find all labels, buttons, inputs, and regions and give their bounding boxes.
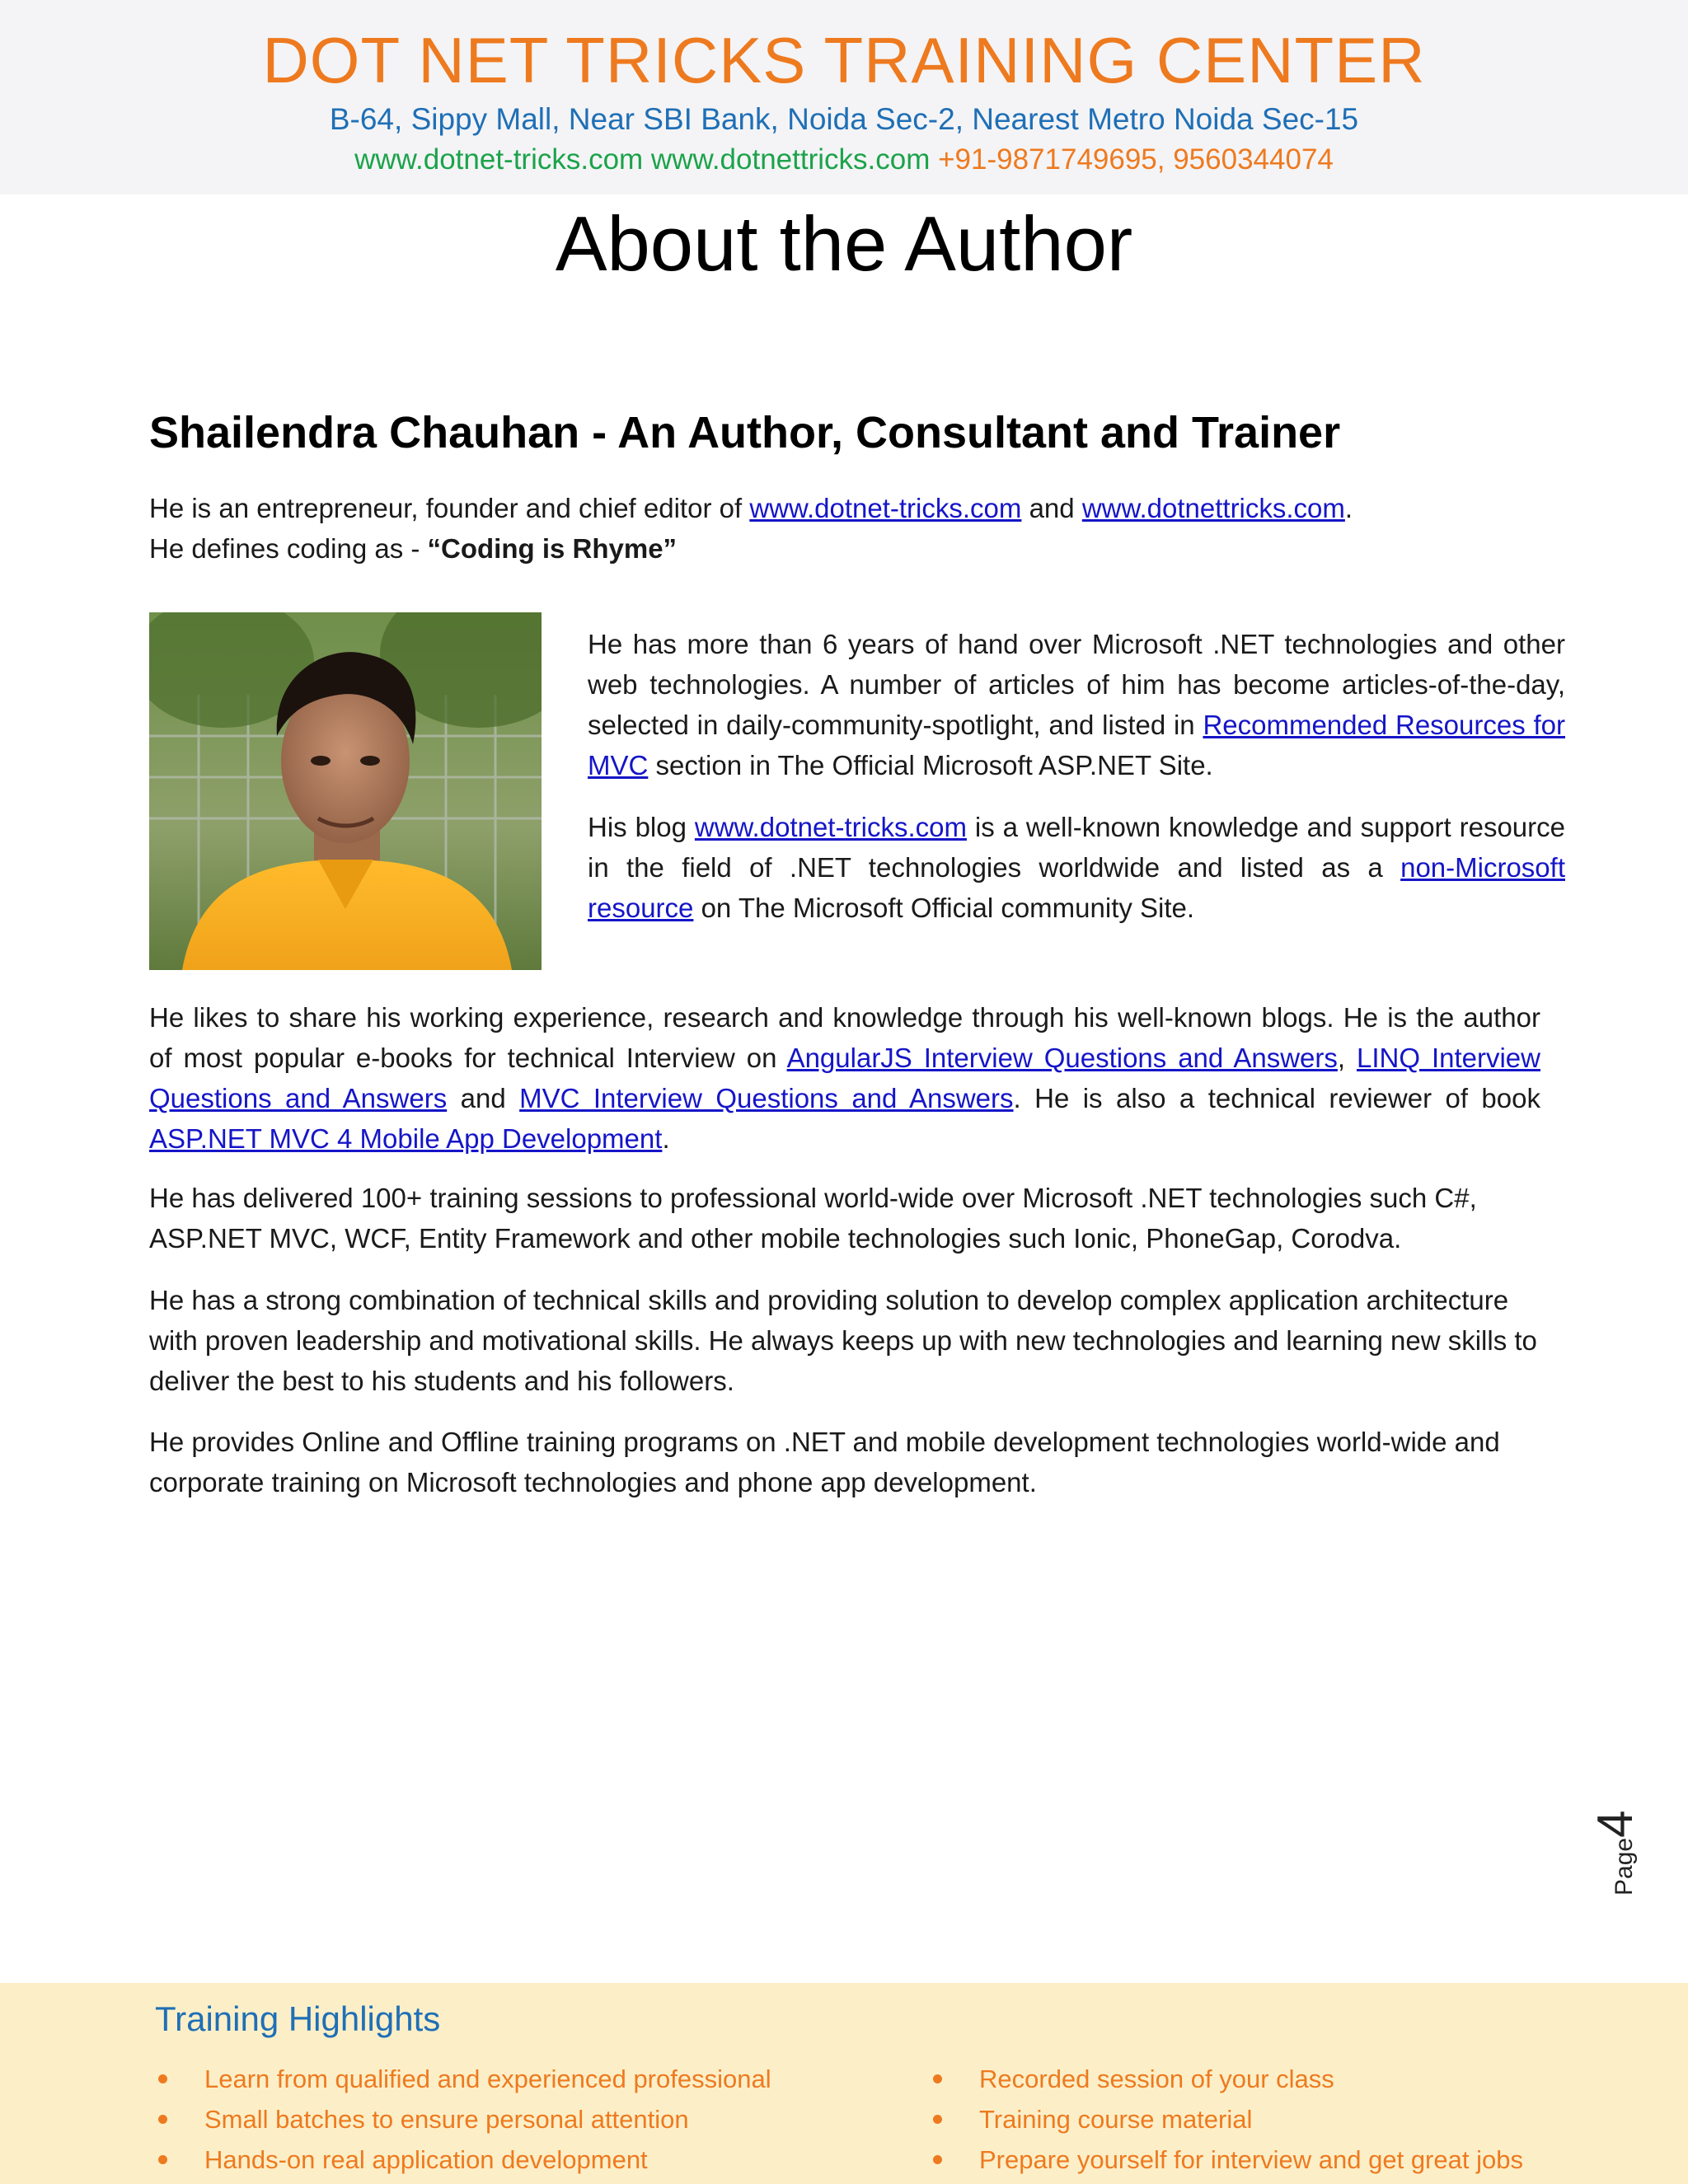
author-heading: Shailendra Chauhan - An Author, Consultant and Trainer [149, 408, 1341, 457]
list-item: Training course material [930, 2099, 1523, 2139]
non-microsoft-resource-link[interactable]: non-Microsoft resource [588, 852, 1565, 923]
mvc4-mobile-book-link[interactable]: ASP.NET MVC 4 Mobile App Development [149, 1123, 663, 1154]
linq-interview-link[interactable]: LINQ Interview Questions and Answers [149, 1043, 1540, 1113]
intro-paragraph: He is an entrepreneur, founder and chief editor of www.dotnet-tricks.com and www.dotnettricks.com. He defines coding as - “Coding is Rhyme” [149, 493, 1353, 564]
training-highlights-footer [0, 1983, 1688, 2184]
coding-motto: “Coding is Rhyme” [427, 533, 678, 564]
skills-paragraph: He has a strong combination of technical skills and providing solution to develop complex application architecture with proven leadership and motivational skills. He always keeps up with new technologies and learning new skills to deliver the best to his students and his followers. [149, 1285, 1537, 1396]
author-photo [149, 612, 542, 970]
mvc-interview-link[interactable]: MVC Interview Questions and Answers [519, 1083, 1014, 1113]
bullet-icon [933, 2115, 942, 2124]
list-item: Hands-on real application development [155, 2139, 771, 2180]
list-item: Recorded session of your class [930, 2059, 1523, 2099]
bullet-icon [158, 2155, 167, 2164]
bullet-icon [158, 2115, 167, 2124]
angularjs-interview-link[interactable]: AngularJS Interview Questions and Answers [786, 1043, 1338, 1073]
recommended-resources-link[interactable]: Recommended Resources for MVC [588, 710, 1565, 780]
experience-paragraph: He has more than 6 years of hand over Microsoft .NET technologies and other web technologies. A number of articles of him has become articles-of-the-day, selected in daily-community-spotlight, and listed in Recommended Resources for MVC section in The Official Microsoft ASP.NET Site. [588, 629, 1565, 780]
phone-numbers: +91-9871749695, 9560344074 [938, 143, 1334, 176]
dotnet-tricks-link[interactable]: www.dotnet-tricks.com [749, 493, 1022, 523]
highlights-right-list [930, 2059, 1523, 2180]
list-item: Learn from qualified and experienced professional [155, 2059, 771, 2099]
page-number [1587, 1811, 1643, 1896]
center-address: B-64, Sippy Mall, Near SBI Bank, Noida Sec-2, Nearest Metro Noida Sec-15 [329, 102, 1359, 136]
bullet-icon [933, 2155, 942, 2164]
blog-link[interactable]: www.dotnet-tricks.com [694, 812, 967, 842]
dotnettricks-link[interactable]: www.dotnettricks.com [1081, 493, 1345, 523]
header-banner [0, 0, 1688, 194]
highlights-left-list [155, 2059, 771, 2180]
bullet-icon [933, 2074, 942, 2083]
training-center-name: DOT NET TRICKS TRAINING CENTER [262, 24, 1426, 96]
list-item: Prepare yourself for interview and get great jobs [930, 2139, 1523, 2180]
page-title: About the Author [555, 200, 1133, 287]
training-programs-paragraph: He provides Online and Offline training programs on .NET and mobile development technologies world-wide and corporate training on Microsoft technologies and phone app development. [149, 1427, 1500, 1497]
blog-paragraph: His blog www.dotnet-tricks.com is a well-known knowledge and support resource in the field of .NET technologies worldwide and listed as a non-Microsoft resource on The Microsoft Official community Site. [588, 812, 1565, 923]
training-sessions-paragraph: He has delivered 100+ training sessions to professional world-wide over Microsoft .NET technologies such C#, ASP.NET MVC, WCF, Entity Framework and other mobile technologies such Ionic, PhoneGap, Corodva. [149, 1183, 1477, 1254]
websites: www.dotnet-tricks.com www.dotnettricks.com [354, 143, 931, 176]
bullet-icon [158, 2074, 167, 2083]
page-label: Page [1611, 1837, 1638, 1896]
list-item: Small batches to ensure personal attention [155, 2099, 771, 2139]
ebooks-paragraph: He likes to share his working experience, research and knowledge through his well-known blogs. He is the author of most popular e-books for technical Interview on AngularJS Interview Questions and Answers, LINQ Interview Questions and Answers and MVC Interview Questions and Answers. He is also a technical reviewer of book ASP.NET MVC 4 Mobile App Development. [149, 1002, 1540, 1154]
page-value: 4 [1587, 1810, 1643, 1838]
contact-line [0, 143, 1688, 176]
training-highlights-heading: Training Highlights [155, 1999, 441, 2038]
